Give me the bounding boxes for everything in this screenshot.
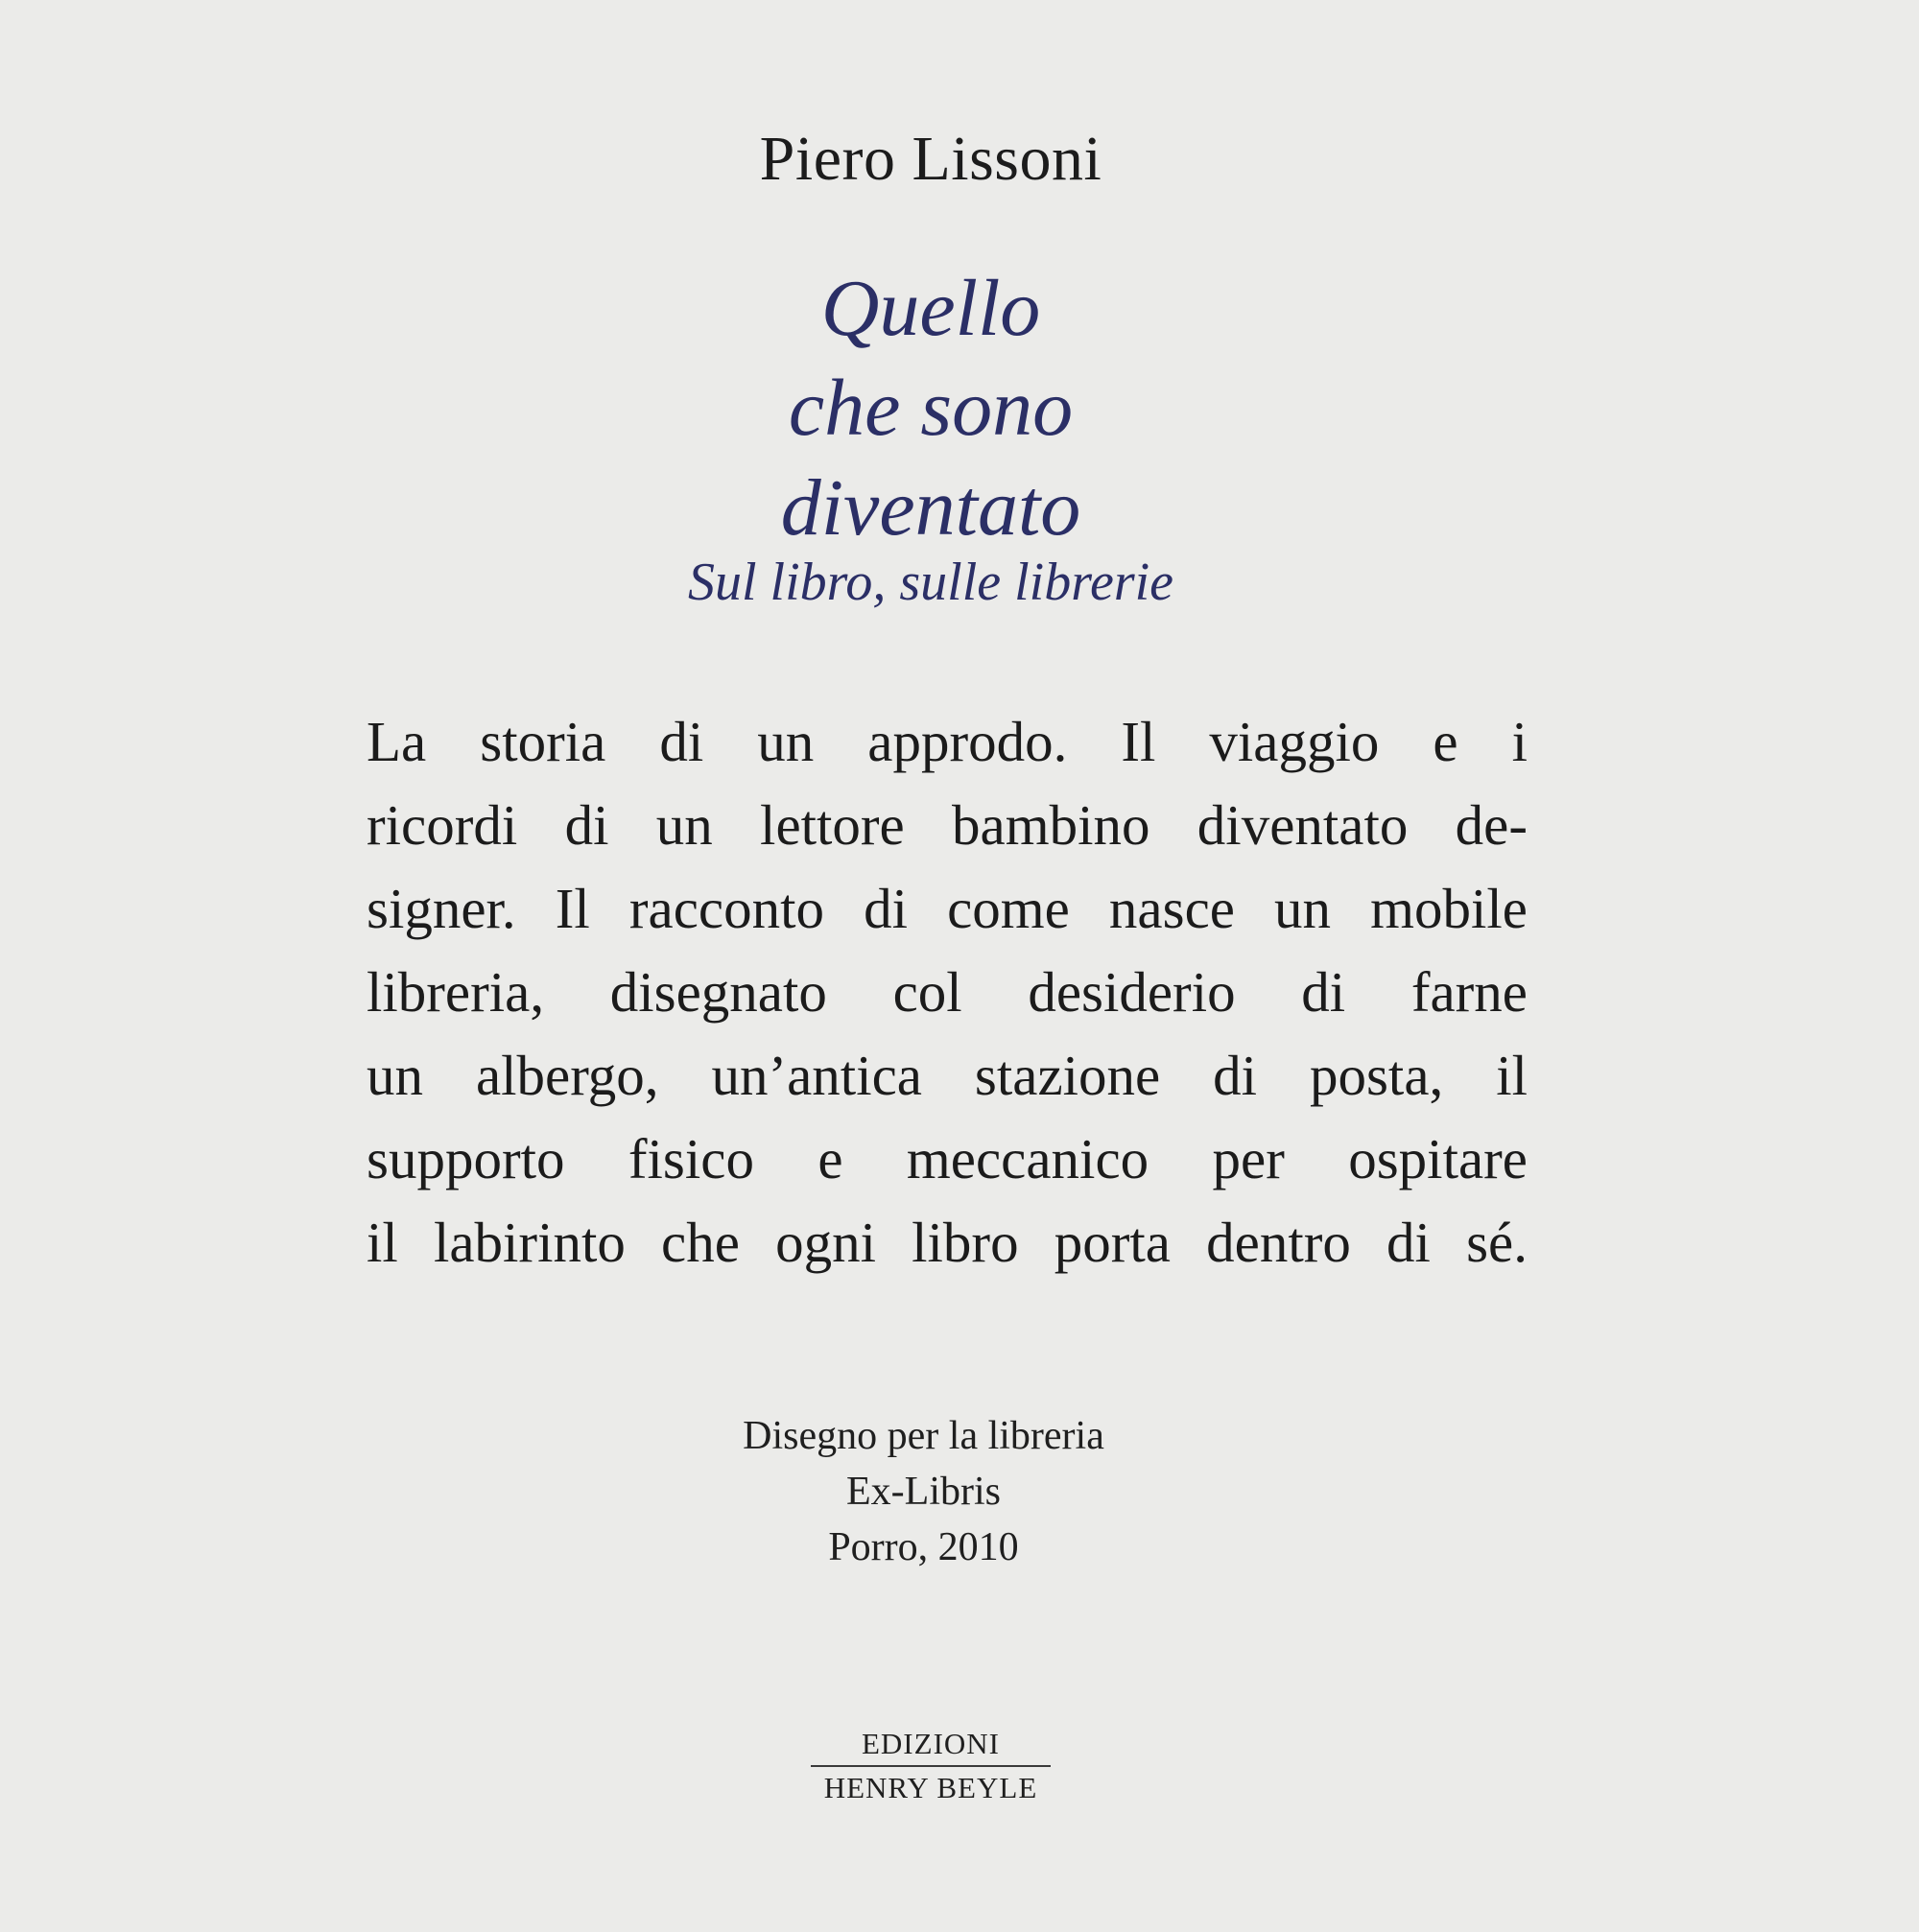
book-subtitle: Sul libro, sulle librerie <box>687 553 1174 612</box>
blurb-line-2: ricordi di un lettore bambino diventato de- <box>367 793 1528 857</box>
blurb-text <box>367 700 1528 1284</box>
blurb-line-5: un albergo, un’antica stazione di posta, il <box>367 1044 1528 1107</box>
caption-line-1: Disegno per la libreria <box>743 1414 1104 1458</box>
publisher-logo <box>806 1727 1055 1805</box>
book-title <box>0 259 1861 558</box>
blurb-line-3: signer. Il racconto di come nasce un mobile <box>367 877 1528 940</box>
blurb-line-7: il labirinto che ogni libro porta dentro di sé. <box>367 1211 1528 1274</box>
title-line-3: diventato <box>780 463 1081 553</box>
caption-line-3: Porro, 2010 <box>828 1525 1019 1569</box>
blurb-line-4: libreria, disegnato col desiderio di farne <box>367 960 1528 1024</box>
publisher-top: EDIZIONI <box>861 1727 1000 1760</box>
blurb-line-6: supporto fisico e meccanico per ospitare <box>367 1127 1528 1190</box>
blurb-line-1: La storia di un approdo. Il viaggio e i <box>367 710 1528 773</box>
author-name: Piero Lissoni <box>759 124 1102 194</box>
caption-line-2: Ex-Libris <box>846 1470 1001 1514</box>
image-caption <box>0 1408 1847 1575</box>
title-line-1: Quello <box>820 264 1041 353</box>
publisher-bottom: HENRY BEYLE <box>823 1771 1038 1804</box>
title-line-2: che sono <box>788 364 1074 453</box>
